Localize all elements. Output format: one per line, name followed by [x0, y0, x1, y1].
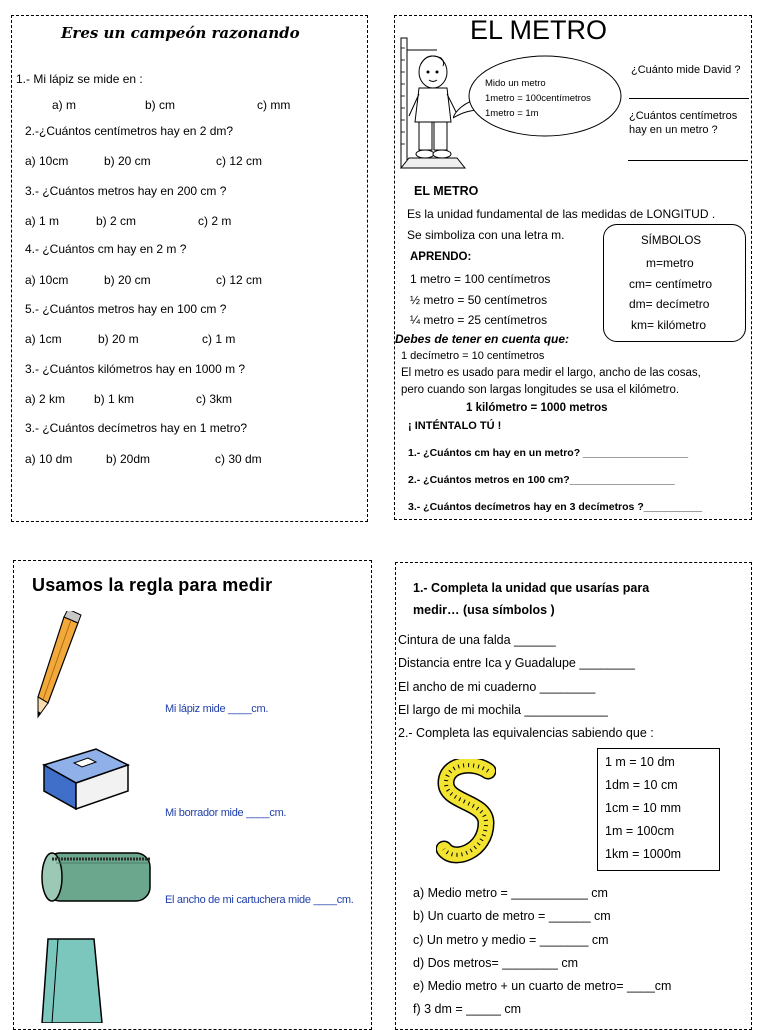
- symbols-title: SÍMBOLOS: [641, 235, 702, 247]
- equivalence-cm-mm: 1cm = 10 mm: [605, 801, 682, 815]
- q1-option-c: c) mm: [257, 98, 291, 112]
- q5-option-b: b) 20 m: [98, 332, 139, 346]
- exercise-d: d) Dos metros= ________ cm: [413, 956, 579, 970]
- metro-heading: EL METRO: [414, 184, 479, 198]
- q4-option-c: c) 12 cm: [216, 273, 263, 287]
- symbol-cm: cm= centímetro: [629, 277, 713, 291]
- q3-option-c: c) 2 m: [198, 214, 232, 228]
- paragraph-line-2: pero cuando son largas longitudes se usa el kilómetro.: [401, 384, 680, 396]
- eraser-icon: [36, 743, 132, 815]
- intentalo-label: ¡ INTÉNTALO TÚ !: [408, 420, 502, 432]
- section1-heading-line2: medir… (usa símbolos ): [413, 603, 555, 617]
- eraser-measure-text: Mi borrador mide ____cm.: [165, 807, 287, 819]
- exercise-a: a) Medio metro = ___________ cm: [413, 886, 608, 900]
- book-icon: [38, 933, 108, 1023]
- q7-option-c: c) 30 dm: [215, 452, 262, 466]
- answer-line-cm-in-metro: [628, 160, 748, 161]
- q4-question: 4.- ¿Cuántos cm hay en 2 m ?: [25, 242, 187, 256]
- exercise-c: c) Un metro y medio = _______ cm: [413, 933, 609, 947]
- q4-option-a: a) 10cm: [25, 273, 69, 287]
- symbol-m: m=metro: [646, 256, 694, 270]
- q2-question: 2.-¿Cuántos centímetros hay en 2 dm?: [25, 124, 234, 138]
- metro-title: EL METRO: [470, 15, 608, 45]
- kilometro-equivalence: 1 kilómetro = 1000 metros: [466, 402, 608, 414]
- answer-line-david: [629, 98, 749, 99]
- equivalence-dm-cm: 1dm = 10 cm: [605, 778, 678, 792]
- debes-label: Debes de tener en cuenta que:: [395, 332, 570, 346]
- question-david-height: ¿Cuánto mide David ?: [631, 64, 741, 76]
- exercise-f: f) 3 dm = _____ cm: [413, 1002, 522, 1016]
- pencil-icon: [34, 611, 84, 721]
- metro-definition-1: Es la unidad fundamental de las medidas de LONGITUD .: [407, 207, 716, 221]
- section2-heading: 2.- Completa las equivalencias sabiendo que :: [398, 726, 654, 740]
- section1-heading-line1: 1.- Completa la unidad que usarías para: [413, 581, 650, 595]
- q1-question: 1.- Mi lápiz se mide en :: [16, 72, 143, 86]
- q2-option-b: b) 20 cm: [104, 154, 151, 168]
- exercise-2: 2.- ¿Cuántos metros en 100 cm?__________________: [408, 474, 675, 486]
- equivalence-km-m: 1km = 1000m: [605, 847, 682, 861]
- q6-option-b: b) 1 km: [94, 392, 135, 406]
- q5-question: 5.- ¿Cuántos metros hay en 100 cm ?: [25, 302, 227, 316]
- equivalence-3: ¼ metro = 25 centímetros: [410, 313, 548, 327]
- speech-bubble-line-2: 1metro = 100centímetros: [485, 93, 591, 104]
- aprendo-label: APRENDO:: [410, 251, 472, 263]
- question-cm-in-metro-line1: ¿Cuántos centímetros: [629, 110, 738, 122]
- metro-panel: [394, 15, 752, 520]
- decimetro-equivalence: 1 decímetro = 10 centímetros: [401, 350, 545, 362]
- q3-option-b: b) 2 cm: [96, 214, 137, 228]
- exercise-1: 1.- ¿Cuántos cm hay en un metro? __________________: [408, 447, 689, 459]
- equivalence-1: 1 metro = 100 centímetros: [410, 272, 551, 286]
- unit-item-3: El ancho de mi cuaderno ________: [398, 680, 596, 694]
- paragraph-line-1: El metro es usado para medir el largo, ancho de las cosas,: [401, 367, 701, 379]
- ruler-title: Usamos la regla para medir: [32, 575, 273, 595]
- q2-option-a: a) 10cm: [25, 154, 69, 168]
- equivalence-2: ½ metro = 50 centímetros: [410, 293, 548, 307]
- q5-option-a: a) 1cm: [25, 332, 62, 346]
- q7-option-a: a) 10 dm: [25, 452, 73, 466]
- q7-option-b: b) 20dm: [106, 452, 151, 466]
- pencil-measure-text: Mi lápiz mide ____cm.: [165, 703, 269, 715]
- q3-question: 3.- ¿Cuántos metros hay en 200 cm ?: [25, 184, 227, 198]
- pencil-case-measure-text: El ancho de mi cartuchera mide ____cm.: [165, 894, 354, 906]
- q6-option-c: c) 3km: [196, 392, 232, 406]
- speech-bubble-line-3: 1metro = 1m: [485, 108, 539, 119]
- metro-definition-2: Se simboliza con una letra m.: [407, 228, 565, 242]
- unit-item-1: Cintura de una falda ______: [398, 633, 556, 647]
- symbol-dm: dm= decímetro: [629, 297, 710, 311]
- question-cm-in-metro-line2: hay en un metro ?: [629, 124, 718, 136]
- speech-bubble-line-1: Mido un metro: [485, 78, 546, 89]
- q4-option-b: b) 20 cm: [104, 273, 151, 287]
- q7-question: 3.- ¿Cuántos decímetros hay en 1 metro?: [25, 421, 248, 435]
- exercise-e: e) Medio metro + un cuarto de metro= ____cm: [413, 979, 672, 993]
- q1-option-b: b) cm: [145, 98, 175, 112]
- tape-measure-icon: [436, 759, 496, 869]
- pencil-case-icon: [38, 845, 158, 909]
- q5-option-c: c) 1 m: [202, 332, 236, 346]
- q2-option-c: c) 12 cm: [216, 154, 263, 168]
- equivalence-m-dm: 1 m = 10 dm: [605, 755, 675, 769]
- q6-question: 3.- ¿Cuántos kilómetros hay en 1000 m ?: [25, 362, 246, 376]
- symbol-km: km= kilómetro: [631, 318, 707, 332]
- equivalence-m-cm: 1m = 100cm: [605, 824, 675, 838]
- q6-option-a: a) 2 km: [25, 392, 66, 406]
- quiz-panel: [11, 15, 368, 522]
- unit-item-4: El largo de mi mochila ____________: [398, 703, 608, 717]
- q3-option-a: a) 1 m: [25, 214, 60, 228]
- q1-option-a: a) m: [52, 98, 76, 112]
- units-panel: [395, 562, 752, 1030]
- unit-item-2: Distancia entre Ica y Guadalupe ________: [398, 656, 635, 670]
- quiz-title: Eres un campeón razonando: [61, 24, 300, 42]
- exercise-3: 3.- ¿Cuántos decímetros hay en 3 decímetros ?__________: [408, 501, 703, 513]
- ruler-panel: [13, 560, 372, 1030]
- exercise-b: b) Un cuarto de metro = ______ cm: [413, 909, 611, 923]
